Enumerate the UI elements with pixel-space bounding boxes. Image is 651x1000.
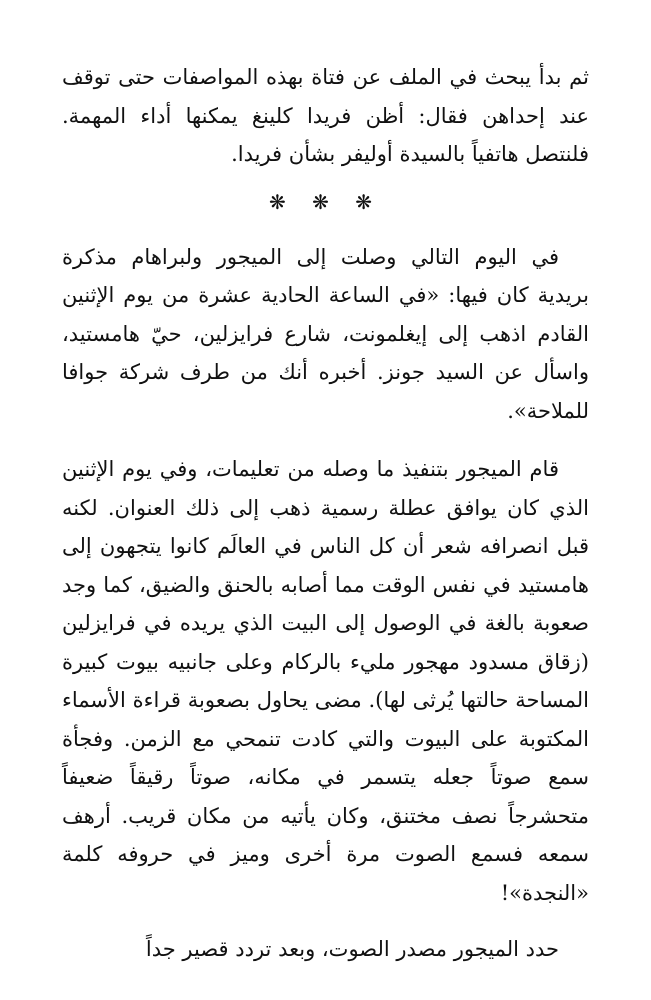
paragraph-4: حدد الميجور مصدر الصوت، وبعد تردد قصير جداً xyxy=(145,937,559,961)
paragraph-1: ثم بدأ يبحث في الملف عن فتاة بهذه المواصفات حتى توقف عند إحداهن فقال: أظن فريدا كلينغ يمكنها أداء المهمة. فلنتصل هاتفياً بالسيدة أوليفر بشأن فريدا. xyxy=(62,65,589,166)
paragraph-3: قام الميجور بتنفيذ ما وصله من تعليمات، وفي يوم الإثنين الذي كان يوافق عطلة رسمية ذهب إلى ذلك العنوان. لكنه قبل انصرافه شعر أن كل الناس في العالَم كانوا يتجهون إلى هامستيد في نفس الوقت مما أصابه بالحنق والضيق، كما وجد صعوبة بالغة في الوصول إلى البيت الذي يريده في فرايزلين (زقاق مسدود مهجور مليء بالركام وعلى جانبيه بيوت كبيرة المساحة حالتها يُرثى لها). مضى يحاول بصعوبة قراءة الأسماء المكتوبة على البيوت والتي كادت تنمحي مع الزمن. وفجأة سمع صوتاً جعله يتسمر في مكانه، صوتاً رقيقاً ضعيفاً متحشرجاً نصف مختنق، وكان يأتيه من مكان قريب. أرهف سمعه فسمع الصوت مرة أخرى وميز في حروفه كلمة «النجدة»! xyxy=(62,457,589,905)
section-separator: ❋ ❋ ❋ xyxy=(269,189,382,214)
paragraph-2: في اليوم التالي وصلت إلى الميجور ولبراهام مذكرة بريدية كان فيها: «في الساعة الحادية عشرة من يوم الإثنين القادم اذهب إلى إيغلمونت، شارع فرايزلين، حيّ هامستيد، واسأل عن السيد جونز. أخبره أنك من طرف شركة جوافا للملاحة». xyxy=(62,244,589,423)
